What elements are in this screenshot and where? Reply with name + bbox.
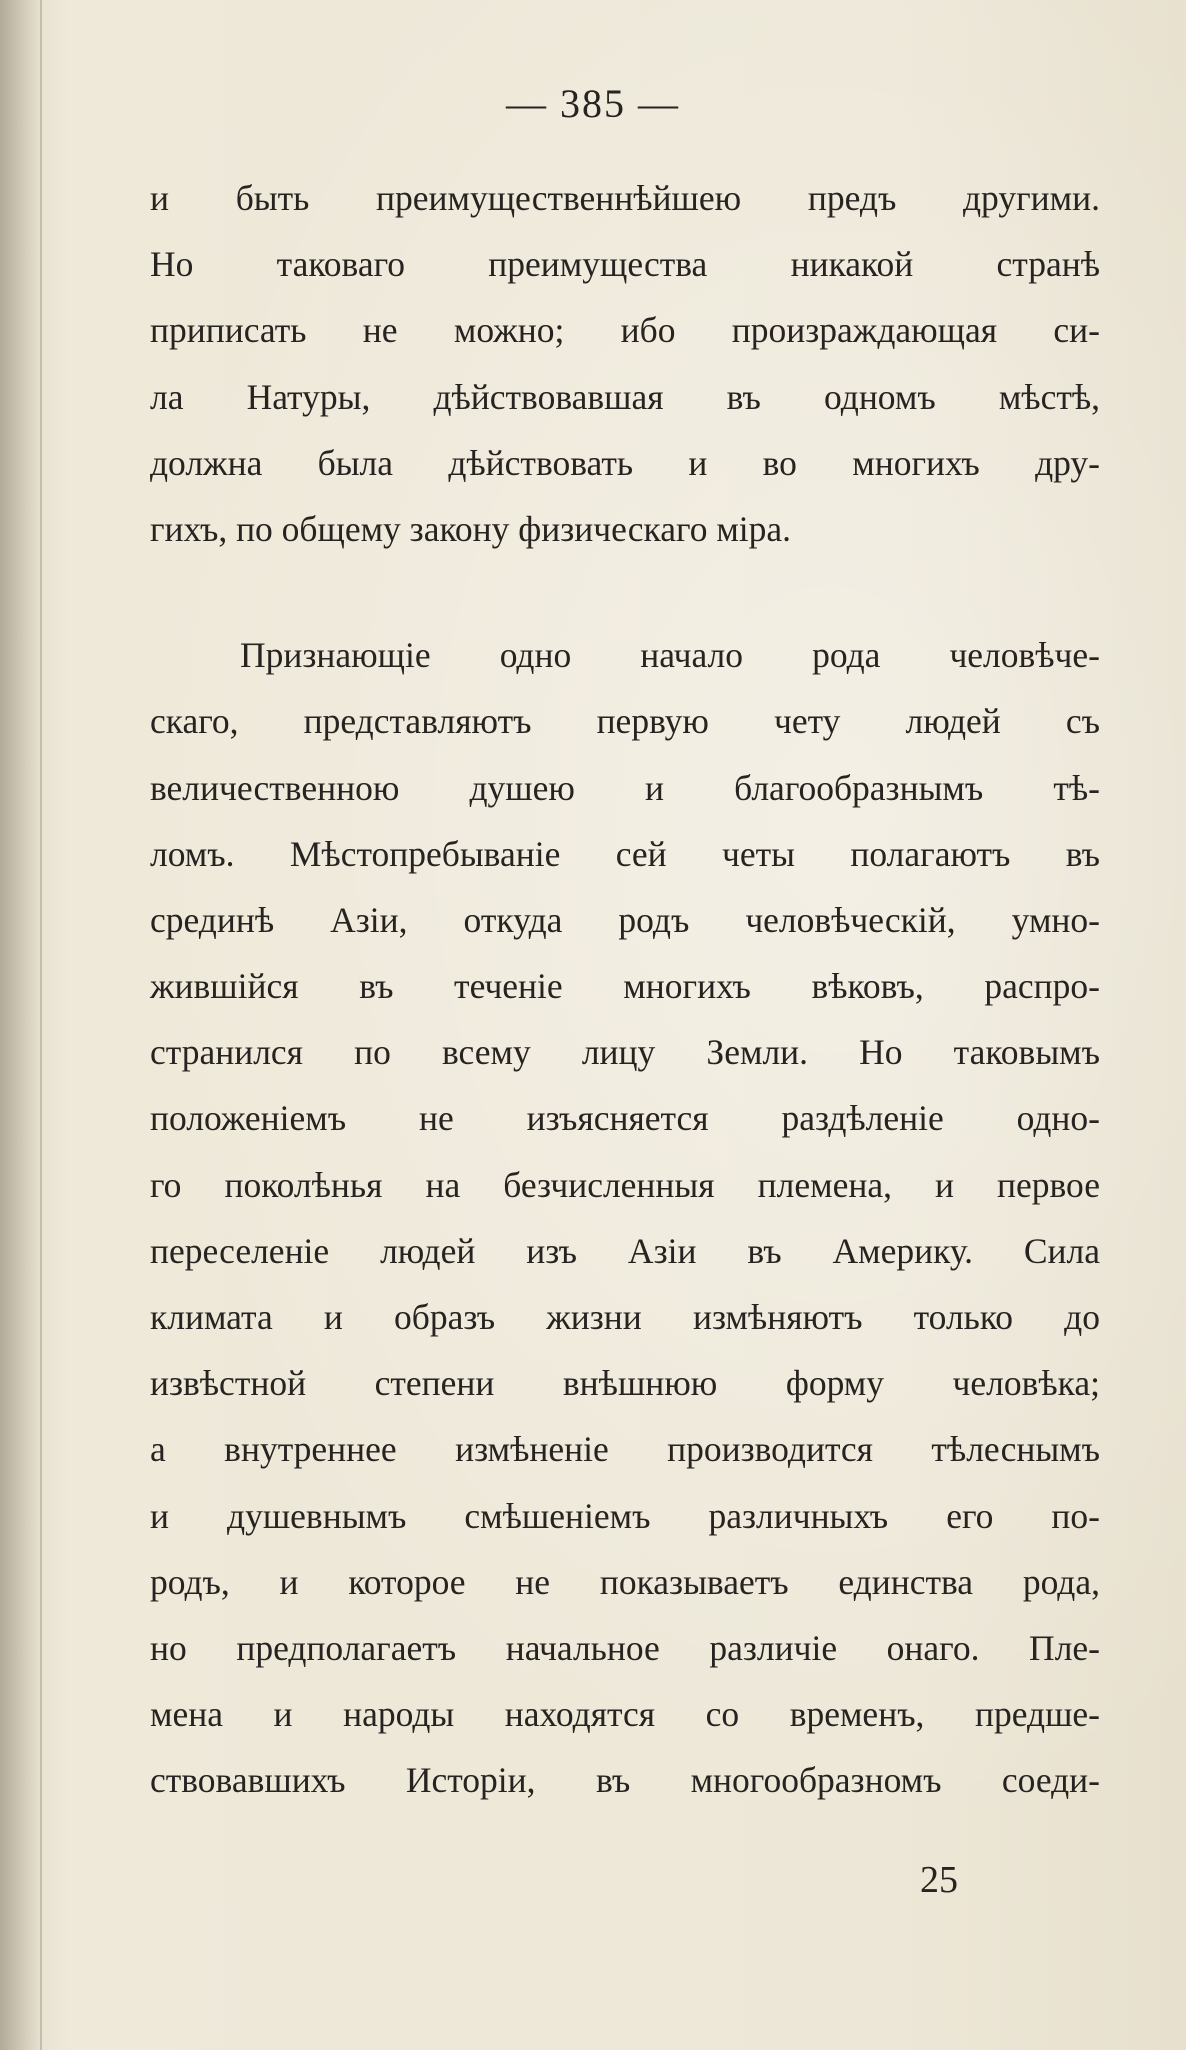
text-line: ла Натуры, дѣйствовавшая въ одномъ мѣстѣ, xyxy=(150,376,1100,417)
text-line: жившійся въ теченіе многихъ вѣковъ, распро- xyxy=(150,966,1100,1007)
text-line: срединѣ Азіи, откуда родъ человѣческій, умно- xyxy=(150,899,1100,940)
text-line: го поколѣнья на безчисленныя племена, и первое xyxy=(150,1164,1100,1205)
text-line: должна была дѣйствовать и во многихъ дру- xyxy=(150,442,1100,483)
text-line: скаго, представляютъ первую чету людей съ xyxy=(150,701,1100,742)
text-line: ломъ. Мѣстопребываніе сей четы полагаютъ въ xyxy=(150,833,1100,874)
text-line: но предполагаетъ начальное различіе онаго. Пле- xyxy=(150,1627,1100,1668)
text-line: приписать не можно; ибо произраждающая си- xyxy=(150,310,1100,351)
spine-edge xyxy=(40,0,42,2050)
spine-shadow xyxy=(0,0,42,2050)
text-line: странился по всему лицу Земли. Но таковымъ xyxy=(150,1032,1100,1073)
page-number-header: — 385 — xyxy=(506,81,680,126)
text-line: родъ, и которое не показываетъ единства рода, xyxy=(150,1561,1100,1602)
text-line: ствовавшихъ Исторіи, въ многообразномъ соеди- xyxy=(150,1760,1100,1801)
text-line: и душевнымъ смѣшеніемъ различныхъ его по- xyxy=(150,1495,1100,1536)
paragraph-gap xyxy=(150,562,1100,622)
text-line: климата и образъ жизни измѣняютъ только до xyxy=(150,1297,1100,1337)
body-text xyxy=(150,165,1100,1814)
text-line: и быть преимущественнѣйшею предъ другими. xyxy=(150,178,1100,218)
text-line: переселеніе людей изъ Азіи въ Америку. Сила xyxy=(150,1230,1100,1271)
text-line: мена и народы находятся со временъ, предше- xyxy=(150,1694,1100,1735)
text-line: величественною душею и благообразнымъ тѣ- xyxy=(150,767,1100,808)
signature-mark: 25 xyxy=(920,1859,958,1901)
text-line: гихъ, по общему закону физическаго міра. xyxy=(150,508,792,549)
text-line: а внутреннее измѣненіе производится тѣлеснымъ xyxy=(150,1429,1100,1470)
text-line: извѣстной степени внѣшнюю форму человѣка; xyxy=(150,1363,1100,1404)
text-line: положеніемъ не изъясняется раздѣленіе одно- xyxy=(150,1098,1100,1139)
text-line: Но таковаго преимущества никакой странѣ xyxy=(150,244,1100,285)
text-line: Признающіе одно начало рода человѣче- xyxy=(240,635,1100,676)
